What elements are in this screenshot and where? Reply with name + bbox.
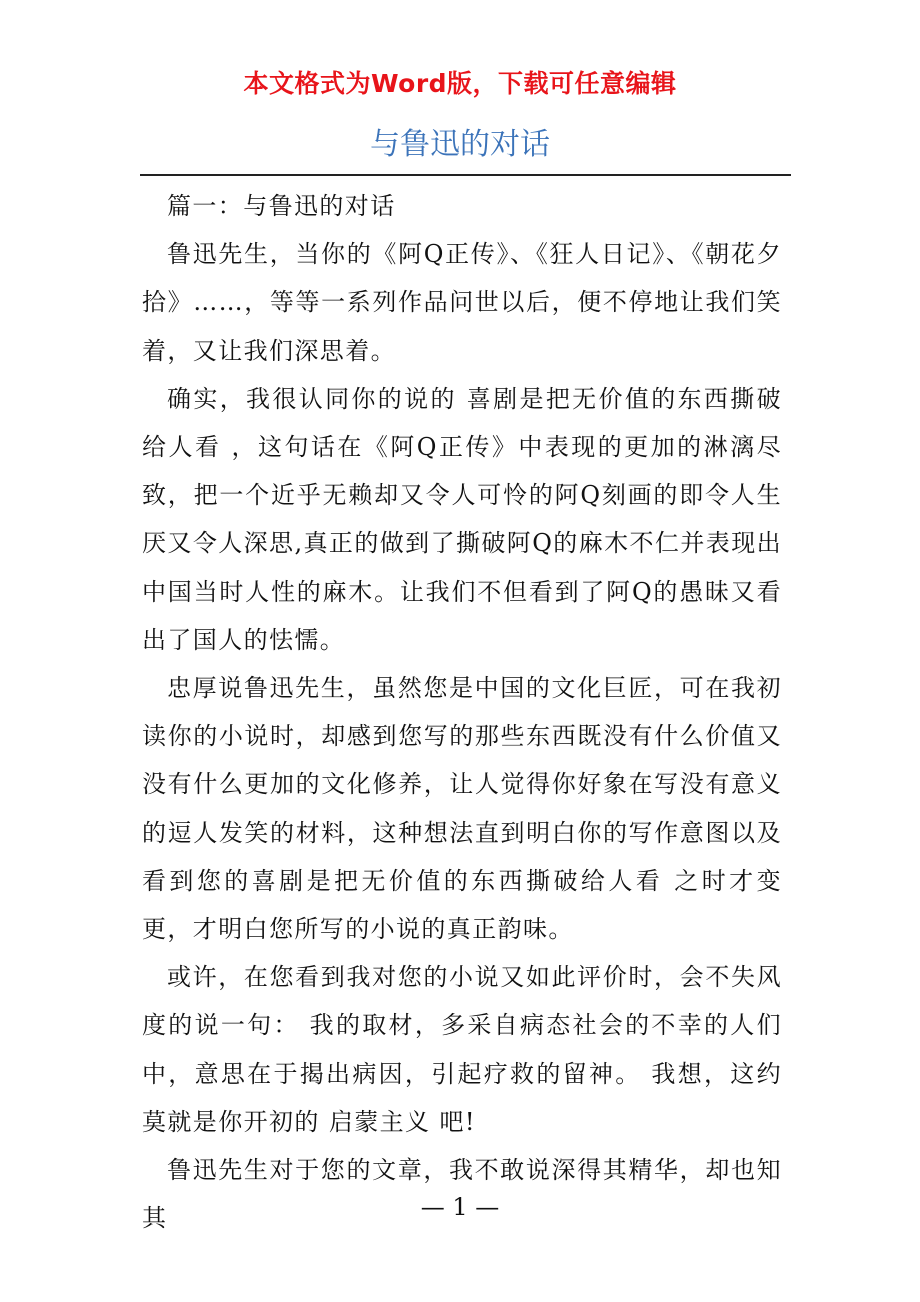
paragraph: 忠厚说鲁迅先生，虽然您是中国的文化巨匠，可在我初读你的小说时，却感到您写的那些东西既没有什么价值又没有什么更加的文化修养，让人觉得你好象在写没有意义的逗人发笑的材料，这种想法直到明白你的写作意图以及看到您的喜剧是把无价值的东西撕破给人看 之时才变更，才明白您所写的小说的真正韵味。 xyxy=(142,674,782,944)
paragraph: 或许，在您看到我对您的小说又如此评价时，会不失风度的说一句： 我的取材，多采自病态社会的不幸的人们中，意思在于揭出病因，引起疗救的留神。 我想，这约莫就是你开初的 启蒙主义 吧! xyxy=(142,963,782,1136)
format-notice-banner: 本文格式为Word版，下载可任意编辑 xyxy=(243,69,677,98)
paragraph: 鲁迅先生，当你的《阿Q正传》、《狂人日记》、《朝花夕拾》……，等等一系列作品问世以后，便不停地让我们笑着，又让我们深思着。 xyxy=(142,240,782,365)
paragraph: 确实，我很认同你的说的 喜剧是把无价值的东西撕破给人看 ，这句话在《阿Q正传》中表现的更加的淋漓尽致，把一个近乎无赖却又令人可怜的阿Q刻画的即令人生厌又令人深思,真正的做到了撕破阿Q的麻木不仁并表现出中国当时人性的麻木。让我们不但看到了阿Q的愚昧又看出了国人的怯懦。 xyxy=(142,384,782,654)
page-number: — 1 — xyxy=(420,1193,500,1221)
paragraph: 鲁迅先生对于您的文章，我不敢说深得其精华，却也知其 xyxy=(142,1156,782,1233)
title-divider xyxy=(140,174,791,176)
paragraph-section-heading: 篇一：与鲁迅的对话 xyxy=(167,192,396,220)
document-title: 与鲁迅的对话 xyxy=(370,127,550,162)
document-body xyxy=(142,182,782,1242)
